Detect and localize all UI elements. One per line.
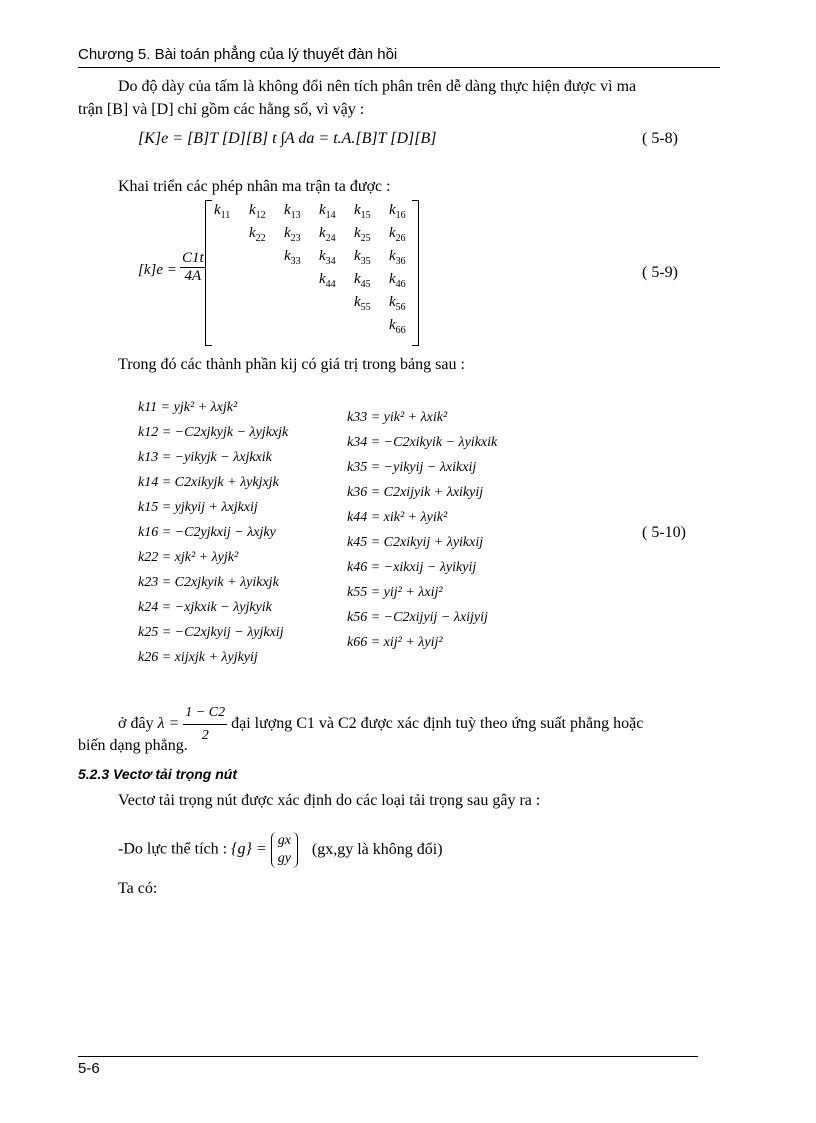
k-equation: k56 = −C2xijyij − λxijyij [347, 610, 488, 625]
matrix-cell: $k_{13}$ [284, 202, 301, 221]
k-values-right [347, 405, 497, 655]
k-equation: k13 = −yikyjk − λxjkxik [138, 450, 272, 465]
matrix-cell: $k_{26}$ [389, 225, 406, 244]
para1-line2: trận [B] và [D] chỉ gồm các hằng số, vì vậy : [78, 101, 365, 118]
para4-suffix: đại lượng C1 và C2 được xác định tuỳ theo ứng suất phẳng hoặc [231, 715, 644, 733]
matrix-cell: $k_{22}$ [249, 225, 266, 244]
para4-line1 [118, 702, 643, 747]
header-divider [78, 67, 720, 68]
k-equation: k16 = −C2yjkxij − λxjky [138, 525, 276, 540]
para4-line2: biến dạng phẳng. [78, 737, 188, 754]
lambda-den: 2 [201, 728, 209, 743]
eq-5-9-fraction [180, 250, 206, 285]
lambda-num: 1 − C2 [183, 702, 227, 725]
k-equation: k66 = xij² + λyij² [347, 635, 443, 650]
matrix-cell: $k_{14}$ [319, 202, 336, 221]
stiffness-matrix [205, 200, 419, 346]
k-values-left [138, 395, 288, 670]
k-equation: k35 = −yikyij − λxikxij [347, 460, 477, 475]
eq-5-10-number: ( 5-10) [642, 524, 686, 541]
k-equation: k11 = yjk² + λxjk² [138, 400, 238, 415]
k-equation: k34 = −C2xikyik − λyikxik [347, 435, 498, 450]
eq-5-8: [K]e = [B]T [D][B] t ∫A da = t.A.[B]T [D][B] [138, 130, 437, 147]
matrix-cell: $k_{25}$ [354, 225, 371, 244]
matrix-cell: $k_{12}$ [249, 202, 266, 221]
k-equation: k23 = C2xjkyik + λyikxjk [138, 575, 279, 590]
k-equation: k25 = −C2xjkyij − λyjkxij [138, 625, 284, 640]
k-equation: k24 = −xjkxik − λyjkyik [138, 600, 272, 615]
para7: Ta có: [118, 880, 158, 897]
k-equation: k33 = yik² + λxik² [347, 410, 448, 425]
k-equation: k44 = xik² + λyik² [347, 510, 448, 525]
matrix-cell: $k_{55}$ [354, 294, 371, 313]
k-equation: k45 = C2xikyij + λyikxij [347, 535, 484, 550]
para4-prefix: ở đây [118, 715, 154, 733]
k-equation: k26 = xijxjk + λyjkyij [138, 650, 258, 665]
k-equation: k46 = −xikxij − λyikyij [347, 560, 477, 575]
matrix-cell: $k_{56}$ [389, 294, 406, 313]
para5: Vectơ tải trọng nút được xác định do các loại tải trọng sau gây ra : [118, 792, 541, 809]
matrix-cell: $k_{35}$ [354, 248, 371, 267]
para6-note: (gx,gy là không đổi) [311, 840, 443, 858]
para3: Trong đó các thành phần kij có giá trị trong bảng sau : [118, 356, 465, 373]
matrix-cell: $k_{11}$ [214, 202, 231, 221]
k-equation: k12 = −C2xjkyjk − λyjkxjk [138, 425, 289, 440]
k-equation: k55 = yij² + λxij² [347, 585, 443, 600]
matrix-cell: $k_{45}$ [354, 271, 371, 290]
para1-line1: Do độ dày của tấm là không đổi nên tích phân trên dễ dàng thực hiện được vì ma [118, 78, 637, 95]
eq-5-8-number: ( 5-8) [642, 130, 678, 147]
gx-entry: gx [277, 833, 291, 848]
gy-entry: gy [277, 851, 291, 866]
eq-5-9-lhs: [k]e = [138, 262, 177, 278]
k-equation: k15 = yjkyij + λxjkxij [138, 500, 258, 515]
para6 [118, 832, 443, 868]
matrix-cell: $k_{36}$ [389, 248, 406, 267]
matrix-cell: $k_{46}$ [389, 271, 406, 290]
chapter-header: Chương 5. Bài toán phẳng của lý thuyết đàn hồi [78, 46, 398, 63]
matrix-cell: $k_{15}$ [354, 202, 371, 221]
matrix-cell: $k_{66}$ [389, 317, 406, 336]
matrix-cell: $k_{24}$ [319, 225, 336, 244]
para2: Khai triển các phép nhân ma trận ta được : [118, 178, 391, 195]
lambda-label: λ = [157, 715, 180, 733]
matrix-cell: $k_{16}$ [389, 202, 406, 221]
matrix-cell: $k_{34}$ [319, 248, 336, 267]
k-equation: k36 = C2xijyik + λxikyij [347, 485, 484, 500]
k-equation: k14 = C2xikyjk + λykjxjk [138, 475, 279, 490]
eq-5-9-frac-den: 4A [184, 268, 202, 284]
matrix-cell: $k_{44}$ [319, 271, 336, 290]
matrix-cell: $k_{23}$ [284, 225, 301, 244]
page-number: 5-6 [78, 1060, 100, 1077]
footer-divider [78, 1056, 698, 1057]
matrix-cell: $k_{33}$ [284, 248, 301, 267]
eq-5-9-frac-num: C1t [182, 250, 204, 266]
g-vector-label: {g} = [231, 840, 267, 858]
eq-5-9-number: ( 5-9) [642, 264, 678, 281]
section-heading: 5.2.3 Vectơ tải trọng nút [78, 766, 238, 782]
k-equation: k22 = xjk² + λyjk² [138, 550, 239, 565]
para6-prefix: -Do lực thể tích : [118, 840, 228, 858]
